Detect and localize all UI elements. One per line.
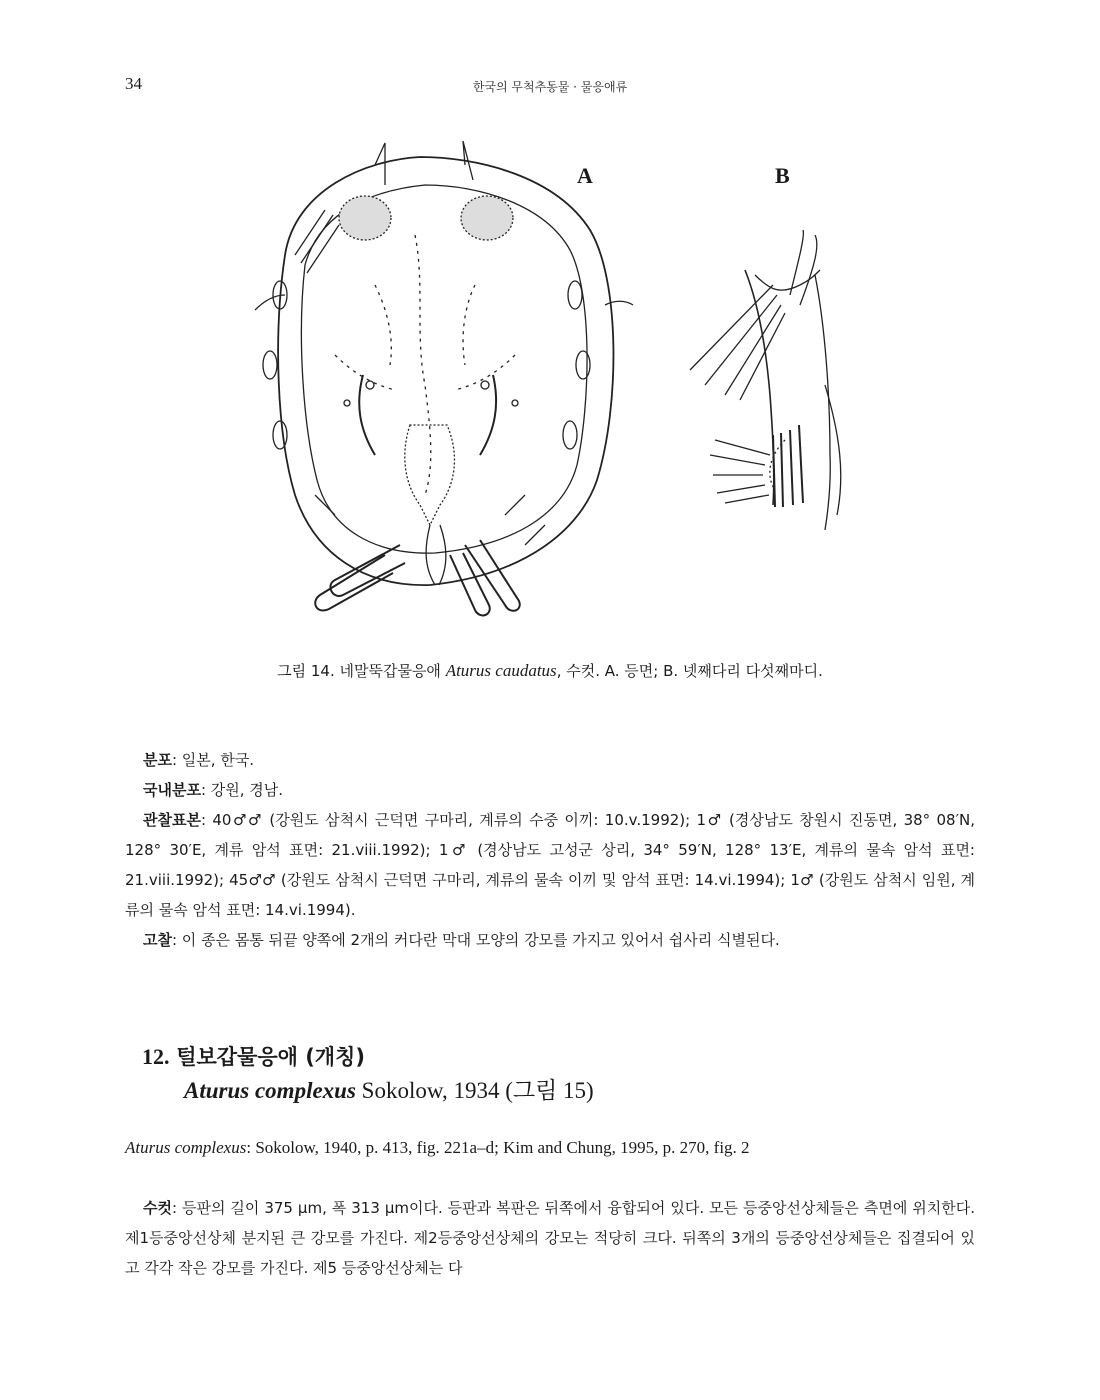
species-11-body bbox=[125, 745, 975, 955]
figure-caption bbox=[0, 660, 1100, 681]
remarks-label: 고찰 bbox=[143, 931, 172, 949]
species-number: 12. bbox=[142, 1044, 170, 1069]
synonymy-text: : Sokolow, 1940, p. 413, fig. 221a–d; Kim and Chung, 1995, p. 270, fig. 2 bbox=[246, 1138, 750, 1157]
male-description-paragraph bbox=[125, 1193, 975, 1283]
species-12-heading bbox=[142, 1042, 594, 1106]
species-12-body bbox=[125, 1193, 975, 1283]
male-label: 수컷 bbox=[143, 1199, 172, 1217]
caption-species: Aturus caudatus bbox=[445, 661, 557, 680]
species-latin-name: Aturus complexus bbox=[184, 1078, 356, 1103]
running-title: 한국의 무척추동물 · 물응애류 bbox=[472, 80, 628, 94]
species-korean-name: 털보갑물응애 (개칭) bbox=[176, 1045, 365, 1069]
specimens-text: : 40♂♂ (강원도 삼척시 근덕면 구마리, 계류의 수중 이끼: 10.v.1992); 1♂ (경상남도 창원시 진동면, 38° 08′N, 128° 30′E, 계류 암석 표면: 21.viii.1992); 1♂ (경상남도 고성군 상리, 34° 59′N, 128° 13′E, 계류의 물속 암석 표면: 21.viii.1992); 45♂♂ (강원도 삼척시 근덕면 구마리, 계류의 물속 이끼 및 암석 표면: 14.vi.1994); 1♂ (강원도 삼척시 임원, 계류의 물속 암석 표면: 14.vi.1994). bbox=[125, 811, 975, 919]
synonymy-line bbox=[125, 1138, 750, 1158]
mite-illustration bbox=[225, 135, 875, 625]
synonymy-species: Aturus complexus bbox=[125, 1138, 247, 1157]
caption-rest: , 수컷. A. 등면; B. 넷째다리 다섯째마디. bbox=[556, 662, 823, 680]
distribution-label: 분포 bbox=[143, 751, 172, 769]
figure-label-b: B bbox=[775, 163, 790, 188]
panel-a-dorsal-view bbox=[255, 141, 633, 615]
species-author: Sokolow, 1934 (그림 15) bbox=[355, 1078, 594, 1103]
figure-14 bbox=[225, 135, 875, 625]
remarks-text: : 이 종은 몸통 뒤끝 양쪽에 2개의 커다란 막대 모양의 강모를 가지고 있어서 쉽사리 식별된다. bbox=[171, 931, 780, 949]
remarks-paragraph bbox=[125, 925, 975, 955]
male-text: : 등판의 길이 375 μm, 폭 313 μm이다. 등판과 복판은 뒤쪽에서 융합되어 있다. 모든 등중앙선상체들은 측면에 위치한다. 제1등중앙선상체 분지된 큰 강모를 가진다. 제2등중앙선상체의 강모는 적당히 크다. 뒤쪽의 3개의 등중앙선상체들은 집결되어 있고 각각 작은 강모를 가진다. 제5 등중앙선상체는 다 bbox=[125, 1199, 975, 1277]
specimens-label: 관찰표본 bbox=[143, 811, 201, 829]
species-scientific-name bbox=[184, 1076, 594, 1106]
distribution-text: : 일본, 한국. bbox=[171, 751, 255, 769]
panel-b-leg-segment bbox=[690, 230, 841, 530]
distribution-paragraph bbox=[125, 745, 975, 775]
page-number: 34 bbox=[125, 74, 142, 93]
domestic-text: : 강원, 경남. bbox=[200, 781, 284, 799]
domestic-label: 국내분포 bbox=[143, 781, 201, 799]
specimens-paragraph bbox=[125, 805, 975, 925]
domestic-distribution-paragraph bbox=[125, 775, 975, 805]
caption-prefix: 그림 14. 네말뚝갑물응애 bbox=[277, 662, 446, 680]
figure-label-a: A bbox=[577, 163, 593, 188]
